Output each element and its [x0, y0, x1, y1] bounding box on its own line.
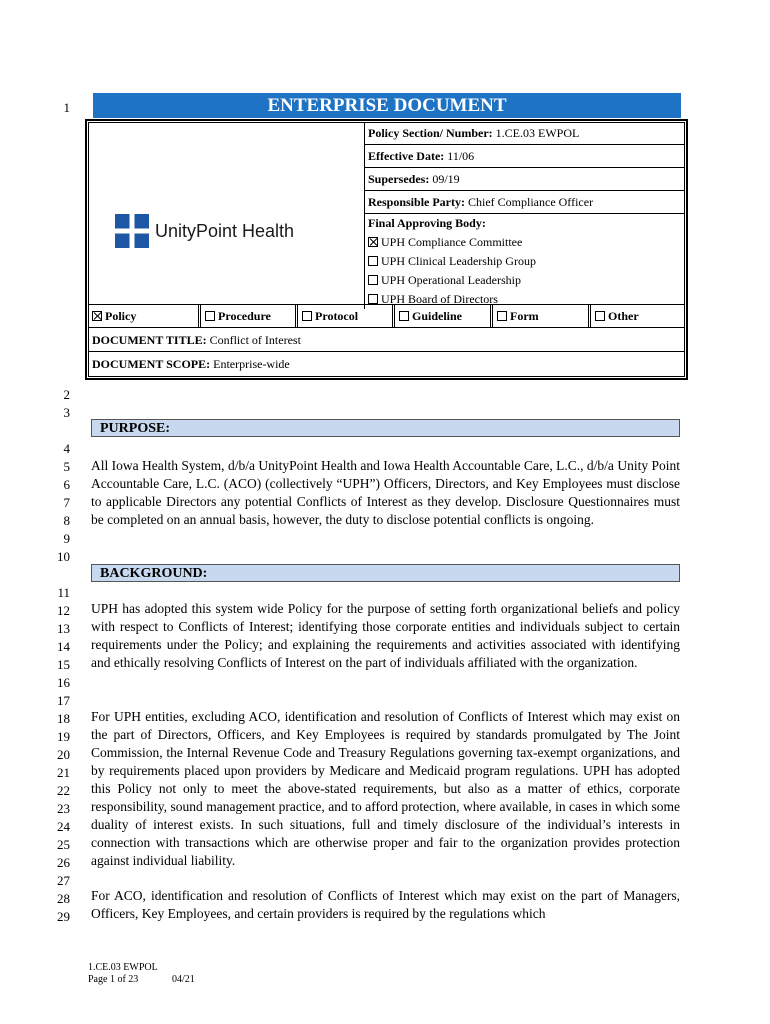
line-number: 23	[57, 801, 70, 816]
line-number: 21	[57, 765, 70, 780]
checkbox-empty-icon	[368, 294, 378, 304]
line-number: 19	[57, 729, 70, 744]
doc-type-label: Form	[510, 309, 539, 323]
checkbox-empty-icon	[368, 275, 378, 285]
line-number: 6	[63, 477, 70, 492]
document-scope-row	[88, 352, 685, 376]
unitypoint-cross-icon	[115, 214, 149, 248]
approving-option-label: UPH Board of Directors	[381, 292, 498, 306]
purpose-paragraph: All Iowa Health System, d/b/a UnityPoint Health and Iowa Health Accountable Care, L.C., d/b/a Unity Point Accountable Care, L.C. (ACO) (collectively “UPH”) Officers, Directors, and Key Employees must disclose to applicable Directors any potential Conflicts of Interest as they develop. Disclosure Questionnaires must be completed on an annual basis, however, the duty to disclose potential conflicts is ongoing.	[91, 458, 680, 527]
approving-option	[368, 271, 685, 290]
title-value: Conflict of Interest	[209, 333, 301, 347]
footer-page-number: Page 1 of 23	[88, 974, 139, 985]
info-value: 1.CE.03 EWPOL	[495, 126, 580, 140]
background-paragraph-3: For ACO, identification and resolution of Conflicts of Interest which may exist on the part of Managers, Officers, Key Employees, and certain providers is required by the regulations which	[91, 888, 680, 921]
line-number: 26	[57, 855, 70, 870]
line-number: 4	[63, 441, 70, 456]
footer-doc-number: 1.CE.03 EWPOL	[88, 962, 158, 973]
line-number: 11	[57, 585, 70, 600]
line-number: 28	[57, 891, 70, 906]
line-number: 27	[57, 873, 70, 888]
doc-type-guideline	[395, 305, 491, 327]
doc-type-other	[591, 305, 685, 327]
approving-option-label: UPH Compliance Committee	[381, 235, 523, 249]
doc-type-label: Guideline	[412, 309, 463, 323]
doc-type-policy	[88, 305, 198, 327]
checkbox-empty-icon	[205, 311, 215, 321]
footer-revision-date: 04/21	[172, 974, 195, 985]
scope-label: DOCUMENT SCOPE:	[92, 357, 211, 371]
document-title-row	[88, 328, 685, 352]
line-number: 1	[63, 100, 70, 115]
info-value: Chief Compliance Officer	[468, 195, 594, 209]
info-row-responsible	[365, 191, 685, 214]
line-number: 10	[57, 549, 70, 564]
approving-body-block	[365, 214, 685, 309]
doc-type-label: Procedure	[218, 309, 271, 323]
logo-text: UnityPoint Health	[155, 221, 295, 241]
info-label: Policy Section/ Number:	[368, 126, 493, 140]
line-number: 5	[63, 459, 70, 474]
approving-label: Final Approving Body:	[368, 216, 486, 230]
doc-type-form	[493, 305, 589, 327]
info-row-supersedes	[365, 168, 685, 191]
title-label: DOCUMENT TITLE:	[92, 333, 207, 347]
purpose-heading: PURPOSE:	[91, 419, 680, 437]
doc-type-procedure	[201, 305, 298, 327]
info-label: Responsible Party:	[368, 195, 465, 209]
checkbox-checked-icon	[368, 237, 378, 247]
line-number: 15	[57, 657, 70, 672]
document-banner-title: ENTERPRISE DOCUMENT	[93, 93, 681, 118]
line-number: 14	[57, 639, 70, 654]
background-paragraph-1: UPH has adopted this system wide Policy for the purpose of setting forth organizational beliefs and policy with respect to Conflicts of Interest; identifying those corporate entities and individuals subject to certain requirements under the Policy; and explaining the requirements and activities associated with identifying and ethically resolving Conflicts of Interest on the part of individuals affiliated with the organization.	[91, 601, 680, 670]
line-number: 29	[57, 909, 70, 924]
checkbox-empty-icon	[368, 256, 378, 266]
line-number: 12	[57, 603, 70, 618]
approving-option	[368, 233, 685, 252]
line-number: 24	[57, 819, 70, 834]
line-number: 16	[57, 675, 70, 690]
document-type-row	[88, 304, 685, 328]
info-value: 11/06	[447, 149, 475, 163]
info-row-effective	[365, 145, 685, 168]
line-number: 17	[57, 693, 70, 708]
line-number: 7	[63, 495, 70, 510]
checkbox-empty-icon	[302, 311, 312, 321]
info-label: Supersedes:	[368, 172, 430, 186]
info-label: Effective Date:	[368, 149, 445, 163]
checkbox-checked-icon	[92, 311, 102, 321]
line-number: 9	[63, 531, 70, 546]
checkbox-empty-icon	[399, 311, 409, 321]
approving-option-label: UPH Operational Leadership	[381, 273, 521, 287]
doc-type-label: Policy	[105, 309, 137, 323]
line-number: 2	[63, 387, 70, 402]
approving-option-label: UPH Clinical Leadership Group	[381, 254, 536, 268]
doc-type-label: Other	[608, 309, 639, 323]
background-heading: BACKGROUND:	[91, 564, 680, 582]
line-number: 25	[57, 837, 70, 852]
info-row-section	[365, 122, 685, 145]
line-number: 22	[57, 783, 70, 798]
line-number: 20	[57, 747, 70, 762]
info-value: 09/19	[432, 172, 460, 186]
doc-type-label: Protocol	[315, 309, 359, 323]
line-number: 3	[63, 405, 70, 420]
approving-option	[368, 252, 685, 271]
scope-value: Enterprise-wide	[213, 357, 290, 371]
checkbox-empty-icon	[497, 311, 507, 321]
background-paragraph-2: For UPH entities, excluding ACO, identification and resolution of Conflicts of Interest which may exist on the part of Directors, Officers, and Key Employees is required by standards promulgated by The Joint Commission, the Internal Revenue Code and Treasury Regulations governing tax-exempt organizations, and by requirements placed upon providers by Medicare and Medicaid program regulations. UPH has adopted this Policy not only to meet the above-stated requirements, but also as a matter of ethics, corporate responsibility, sound management practice, and to afford protection, where available, in cases in which some duality of interest exists. In such situations, full and timely disclosure of the individual’s interests in connection with transactions which are otherwise proper and fair to the organization provides protection against individual liability.	[91, 709, 680, 868]
line-number: 13	[57, 621, 70, 636]
checkbox-empty-icon	[595, 311, 605, 321]
line-number: 8	[63, 513, 70, 528]
line-number: 18	[57, 711, 70, 726]
policy-info-table	[364, 122, 685, 309]
doc-type-protocol	[298, 305, 395, 327]
